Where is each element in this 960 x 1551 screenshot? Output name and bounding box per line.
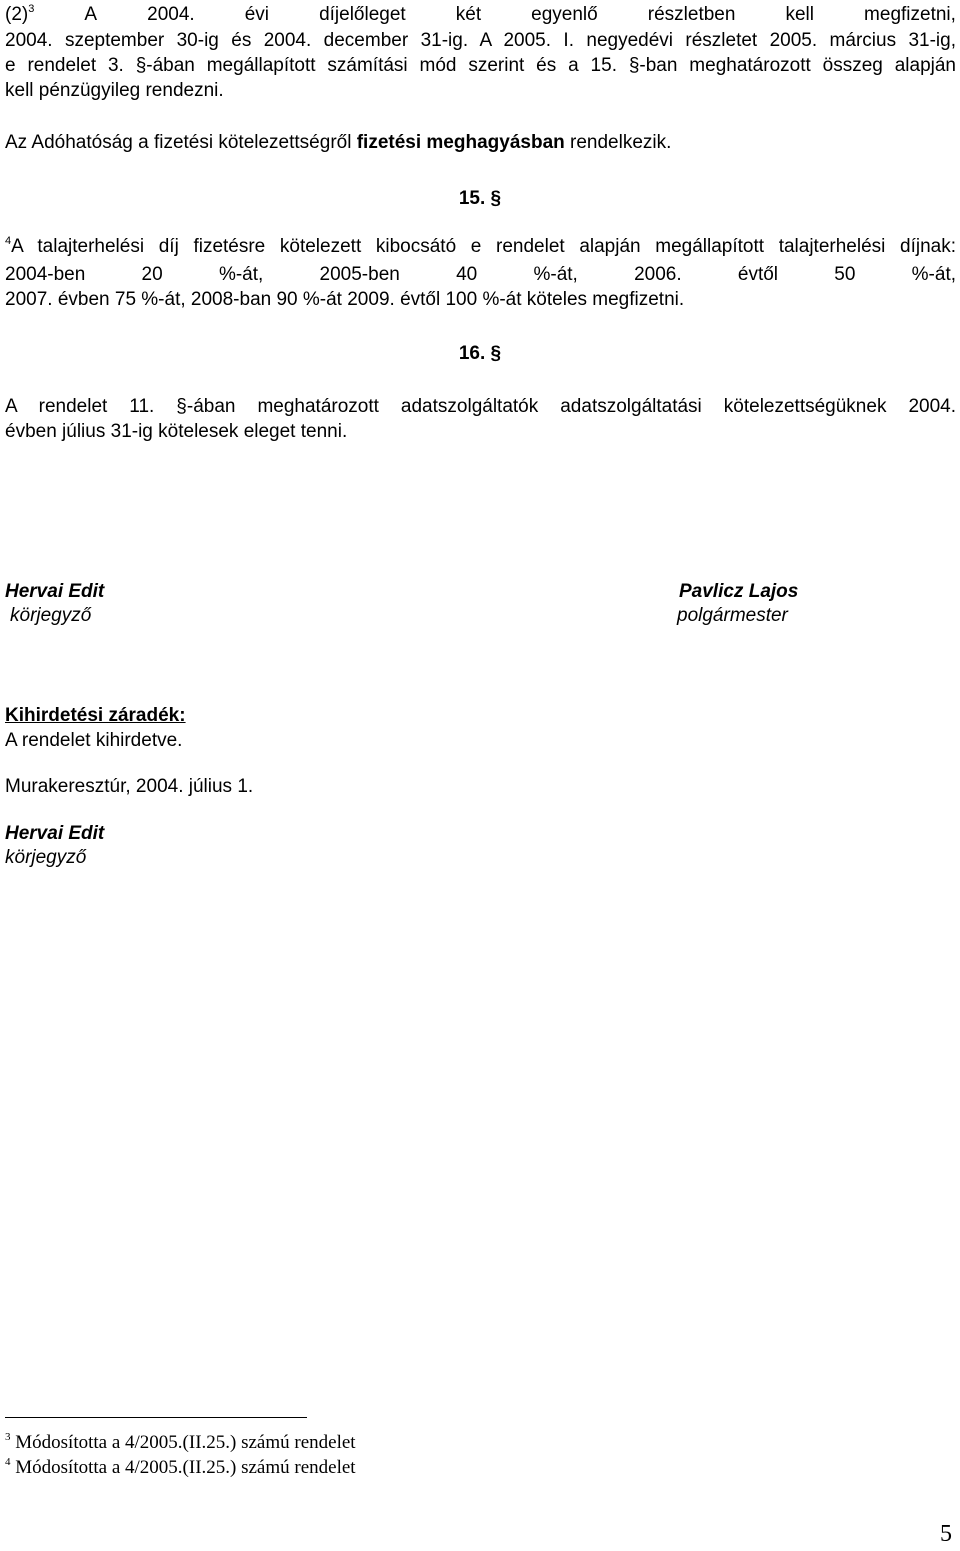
para2-word: díjelőleget: [319, 4, 406, 25]
para3-prefix: Az Adóhatóság a fizetési kötelezettségről: [5, 132, 357, 153]
signature-right-name: Pavlicz Lajos: [679, 581, 799, 602]
para2-word: egyenlő: [531, 4, 598, 25]
section-15-heading: 15. §: [458, 188, 502, 209]
footnote-item: [5, 1432, 356, 1454]
section15-line1: $^4$A talajterhelési díj fizetésre kötelezett kibocsátó e rendelet alapján megállapított talajterhelési díjnak:: [5, 235, 956, 257]
para3: [5, 132, 671, 154]
signature-left-title: körjegyző: [10, 605, 92, 626]
section15-line2: 2004-ben 20 %-át, 2005-ben 40 %-át, 2006. évtől 50 %-át,: [5, 264, 956, 285]
footnote-number: 3: [5, 1431, 11, 1443]
para2-label: (2)$^3$: [5, 3, 35, 25]
page-number: 5: [940, 1521, 952, 1547]
para2-word: évi: [244, 4, 270, 25]
section-16-heading: 16. §: [458, 343, 502, 364]
para2-word: A: [84, 4, 98, 25]
footnote-separator: [5, 1417, 307, 1418]
para2-word: 2004.: [147, 4, 195, 25]
para2-line3: e rendelet 3. §-ában megállapított számítási mód szerint és a 15. §-ban meghatározott összeg alapján: [5, 55, 956, 76]
footnote-number: 4: [5, 1456, 11, 1468]
footnote-text: Módosította a 4/2005.(II.25.) számú rendelet: [15, 1457, 356, 1478]
para2-line4: kell pénzügyileg rendezni.: [5, 80, 224, 101]
footnote-ref: 3: [28, 3, 35, 15]
clause-text: A rendelet kihirdetve.: [5, 730, 183, 751]
signature-right-title: polgármester: [677, 605, 788, 626]
clause-place-date: Murakeresztúr, 2004. július 1.: [5, 776, 254, 797]
para2-word: két: [455, 4, 482, 25]
footnote-ref: 4: [5, 235, 12, 247]
section16-line1: A rendelet 11. §-ában meghatározott adatszolgáltatók adatszolgáltatási kötelezettségüknek 2004.: [5, 396, 956, 417]
section15-line3: 2007. évben 75 %-át, 2008-ban 90 %-át 2009. évtől 100 %-át köteles megfizetni.: [5, 289, 685, 310]
footnote-item: [5, 1457, 356, 1479]
section16-line2: évben július 31-ig kötelesek eleget tenni.: [5, 421, 348, 442]
clause-heading: Kihirdetési záradék:: [5, 705, 186, 726]
footnote-text: Módosította a 4/2005.(II.25.) számú rendelet: [15, 1432, 356, 1453]
para2-line1: [5, 4, 956, 26]
para2-word: részletben: [647, 4, 736, 25]
para3-suffix: rendelkezik.: [564, 132, 672, 153]
clause-title: körjegyző: [5, 847, 87, 868]
signature-left-name: Hervai Edit: [5, 581, 105, 602]
para2-word: megfizetni,: [864, 4, 956, 25]
para2-line2: 2004. szeptember 30-ig és 2004. december 31-ig. A 2005. I. negyedévi részletet 2005. március 31-ig,: [5, 30, 956, 51]
clause-name: Hervai Edit: [5, 823, 105, 844]
para2-word: kell: [785, 4, 814, 25]
para3-bold: fizetési meghagyásban: [356, 132, 565, 153]
